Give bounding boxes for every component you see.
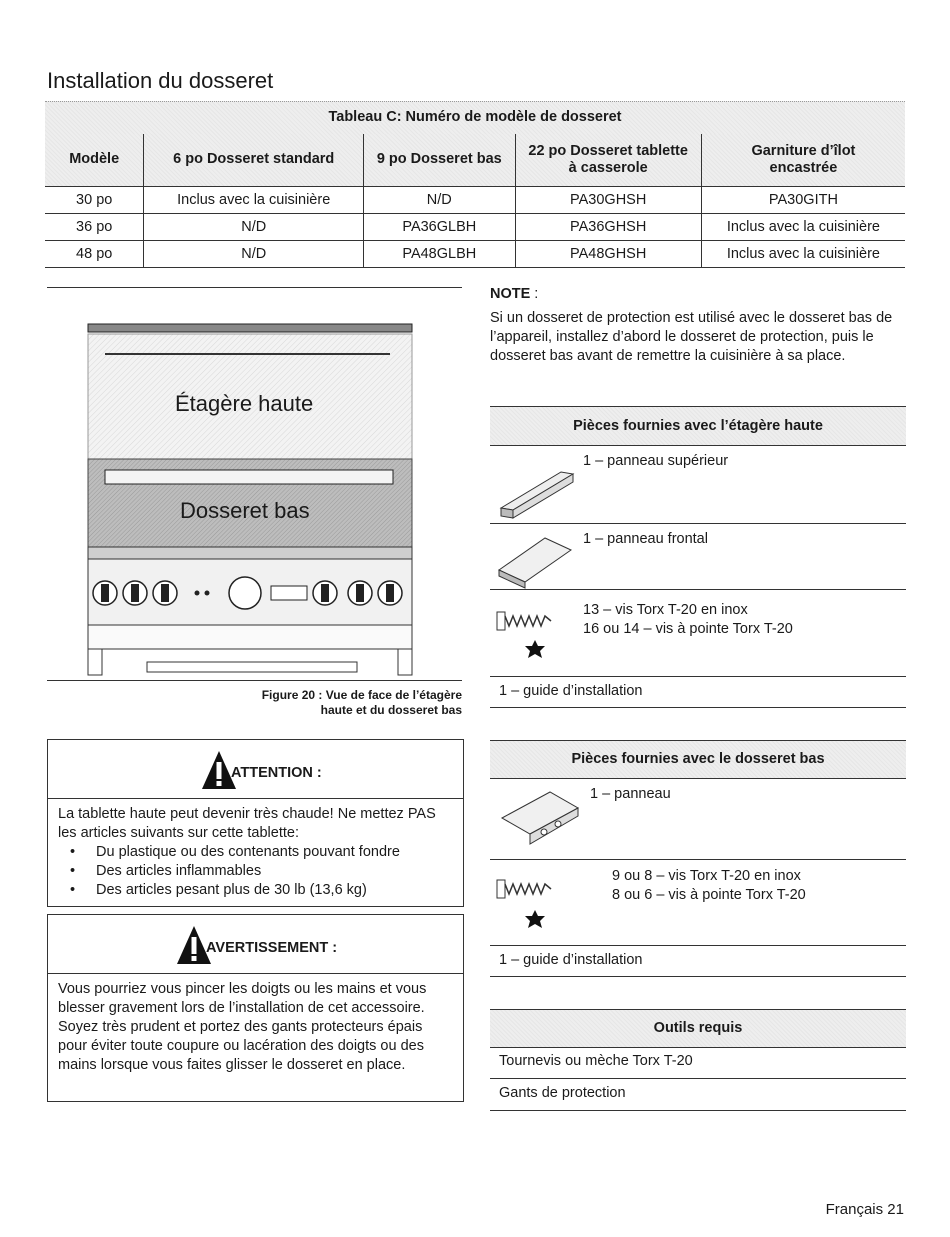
table-row [45, 186, 905, 213]
figure-bottom-rule [47, 680, 462, 681]
part-screw-inox: 9 ou 8 – vis Torx T-20 en inox [612, 868, 801, 884]
figure-top-rule [47, 287, 462, 288]
front-panel-icon [497, 532, 577, 592]
table-cell: PA48GHSH [515, 240, 701, 267]
figure-caption-line-1: Figure 20 : Vue de face de l’étagère [261, 688, 462, 702]
divider [490, 707, 906, 708]
top-panel-icon [497, 462, 577, 522]
note-colon: : [530, 286, 539, 302]
table-row [45, 240, 905, 267]
header-9po: 9 po Dosseret bas [364, 134, 515, 186]
header-model: Modèle [69, 151, 120, 168]
divider [490, 1110, 906, 1111]
divider [490, 945, 906, 946]
table-cell: PA48GLBH [364, 240, 515, 267]
oven-handle [147, 662, 357, 672]
part-screw-inox: 13 – vis Torx T-20 en inox [583, 602, 748, 618]
tool-gloves: Gants de protection [499, 1085, 626, 1101]
table-cell: N/D [144, 213, 364, 240]
table-cell: 30 po [45, 186, 144, 213]
note-text: Si un dosseret de protection est utilisé avec le dosseret bas de l’appareil, installez d’abord le dosseret de protection, puis le dosseret bas avant de remettre la cuisinière à sa place. [490, 310, 893, 364]
table-row [45, 213, 905, 240]
part-front-panel: 1 – panneau frontal [583, 531, 708, 547]
header-6po: 6 po Dosseret standard [144, 134, 364, 186]
table-cell: N/D [364, 186, 515, 213]
tools-title: Outils requis [490, 1009, 906, 1048]
parts-shelf-title: Pièces fournies avec l’étagère haute [490, 406, 906, 446]
figure-label-backguard: Dosseret bas [180, 498, 310, 523]
divider [490, 1078, 906, 1079]
table-cell: 48 po [45, 240, 144, 267]
list-item: • Des articles pesant plus de 30 lb (13,6 kg) [58, 881, 453, 900]
page-title: Installation du dosseret [47, 68, 274, 93]
table-caption: Tableau C: Numéro de modèle de dosseret [328, 109, 622, 125]
table-header-row [45, 134, 905, 186]
model-table [45, 134, 905, 268]
divider [490, 676, 906, 677]
part-install-guide: 1 – guide d’installation [499, 683, 643, 699]
table-cell: PA30GITH [701, 186, 905, 213]
display-window [271, 586, 307, 600]
warning-title: AVERTISSEMENT : [206, 940, 338, 956]
tool-screwdriver: Tournevis ou mèche Torx T-20 [499, 1053, 693, 1069]
divider [490, 589, 906, 590]
list-item: • Du plastique ou des contenants pouvant fondre [58, 843, 453, 862]
warning-text: Vous pourriez vous pincer les doigts ou les mains et vous blesser gravement lors de l’installation de cet accessoire. Soyez très prudent et portez des gants protecteurs épais pour éviter toute coupure ou lacération des doigts ou des mains lorsque vous faites glisser le dosseret en place. [58, 981, 427, 1073]
header-garniture: Garniture d’îlot encastrée [701, 134, 905, 186]
header-22po: 22 po Dosseret tablette à casserole [515, 134, 701, 186]
part-install-guide: 1 – guide d’installation [499, 952, 643, 968]
table-caption-bar [45, 101, 905, 136]
table-cell: Inclus avec la cuisinière [701, 240, 905, 267]
parts-backguard-title: Pièces fournies avec le dosseret bas [490, 740, 906, 779]
table-cell: N/D [144, 240, 364, 267]
page-footer: Français 21 [825, 1201, 904, 1218]
screw-icon [495, 872, 575, 936]
table-cell: PA36GLBH [364, 213, 515, 240]
warning-box [47, 914, 464, 1102]
part-screw-point: 16 ou 14 – vis à pointe Torx T-20 [583, 621, 793, 637]
note-title: NOTE [490, 286, 531, 302]
shelf-top-edge [88, 324, 412, 332]
attention-title: ATTENTION : [231, 765, 322, 781]
table-cell: PA30GHSH [515, 186, 701, 213]
note-heading [490, 286, 538, 302]
attention-box [47, 739, 464, 907]
table-cell: 36 po [45, 213, 144, 240]
part-screw-point: 8 ou 6 – vis à pointe Torx T-20 [612, 887, 806, 903]
part-panel: 1 – panneau [590, 786, 671, 802]
backguard-panel-icon [500, 788, 584, 852]
part-top-panel: 1 – panneau supérieur [583, 453, 729, 469]
divider [490, 523, 906, 524]
figure-caption [200, 688, 462, 718]
screw-icon [495, 604, 575, 664]
divider [490, 976, 906, 977]
table-cell: Inclus avec la cuisinière [701, 213, 905, 240]
figure-label-upper-shelf: Étagère haute [175, 391, 314, 416]
figure-caption-line-2: haute et du dosseret bas [320, 703, 462, 717]
divider [490, 859, 906, 860]
control-knobs [93, 577, 402, 609]
list-item: • Des articles inflammables [58, 862, 453, 881]
attention-intro: La tablette haute peut devenir très chaude! Ne mettez PAS les articles suivants sur cette tablette: [58, 806, 436, 841]
warning-header [48, 915, 463, 974]
table-cell: Inclus avec la cuisinière [144, 186, 364, 213]
attention-header [48, 740, 463, 799]
table-cell: PA36GHSH [515, 213, 701, 240]
